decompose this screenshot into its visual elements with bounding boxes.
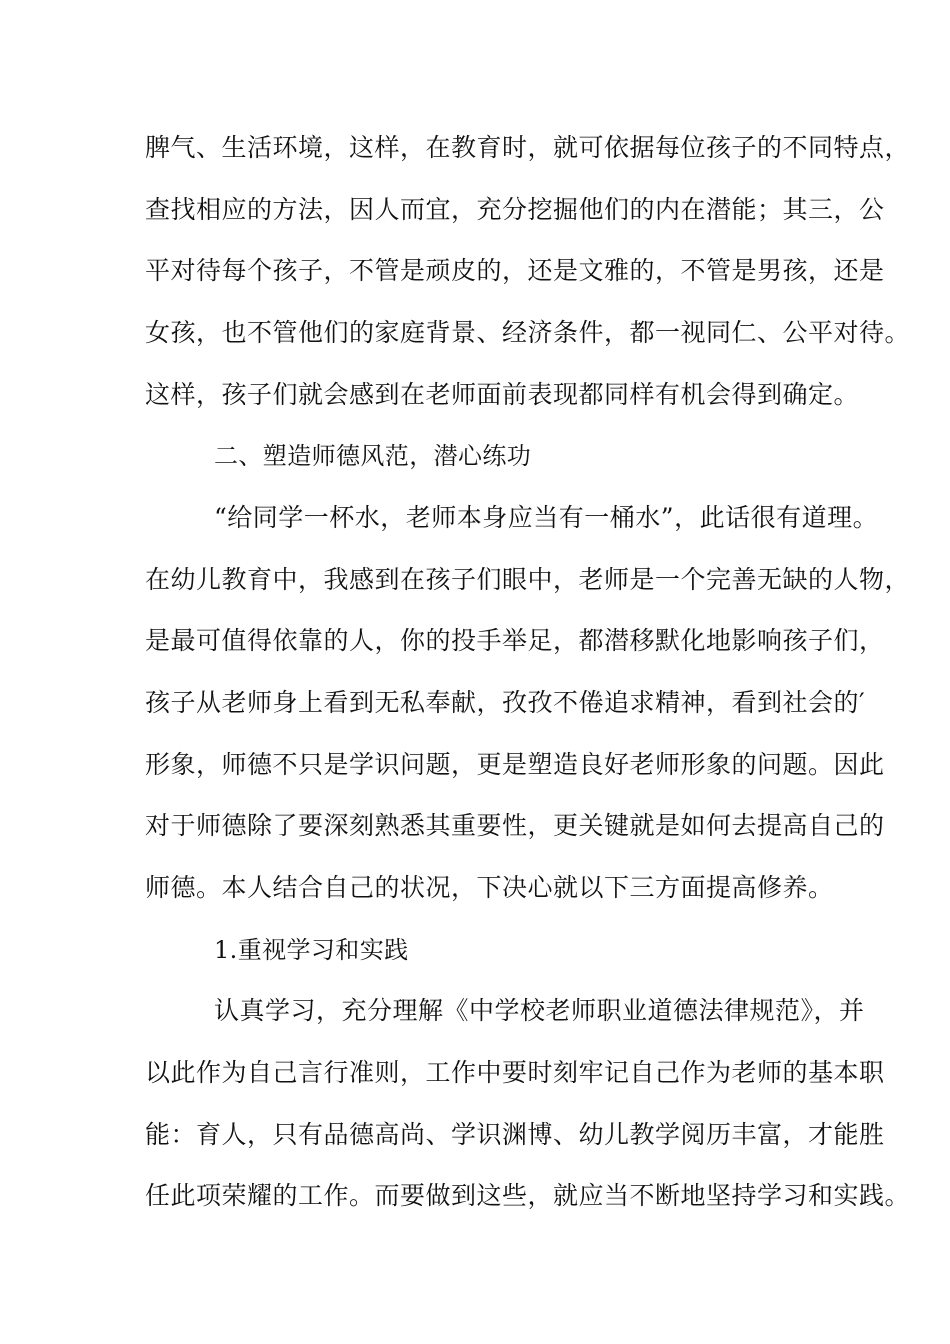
paragraph-line: 形象，师德不只是学识问题，更是塑造良好老师形象的问题。因此 (145, 750, 885, 779)
subsection-heading: 1.重视学习和实践 (214, 936, 409, 964)
paragraph-line: 在幼儿教育中，我感到在孩子们眼中，老师是一个完善无缺的人物， (145, 565, 911, 594)
paragraph-line: 是最可值得依靠的人，你的投手举足，都潜移默化地影响孩子们， (145, 626, 885, 655)
paragraph-line: 查找相应的方法，因人而宜，充分挖掘他们的内在潜能；其三，公 (145, 195, 885, 224)
paragraph-line: 能：育人，只有品德高尚、学识渊博、幼儿教学阅历丰富，才能胜 (145, 1120, 885, 1149)
section-heading: 二、塑造师德风范，潜心练功 (214, 442, 532, 470)
paragraph-line: 任此项荣耀的工作。而要做到这些，就应当不断地坚持学习和实践。 (145, 1181, 911, 1210)
paragraph-line: 脾气、生活环境，这样，在教育时，就可依据每位孩子的不同特点， (145, 133, 911, 162)
paragraph-line: 孩子从老师身上看到无私奉献，孜孜不倦追求精神，看到社会的′ (145, 688, 866, 717)
paragraph-first-line: “给同学一杯水，老师本身应当有一桶水”，此话很有道理。 (214, 503, 879, 532)
paragraph-first-line: 认真学习，充分理解《中学校老师职业道德法律规范》，并 (214, 996, 865, 1025)
paragraph-line: 女孩，也不管他们的家庭背景、经济条件，都一视同仁、公平对待。 (145, 318, 911, 347)
paragraph-line: 平对待每个孩子，不管是顽皮的，还是文雅的，不管是男孩，还是 (145, 256, 885, 285)
paragraph-line: 对于师德除了要深刻熟悉其重要性，更关键就是如何去提高自己的 (145, 811, 885, 840)
paragraph-line: 以此作为自己言行准则，工作中要时刻牢记自己作为老师的基本职 (145, 1058, 885, 1087)
paragraph-line: 这样，孩子们就会感到在老师面前表现都同样有机会得到确定。 (145, 380, 860, 409)
paragraph-line: 师德。本人结合自己的状况，下决心就以下三方面提高修养。 (145, 873, 834, 902)
